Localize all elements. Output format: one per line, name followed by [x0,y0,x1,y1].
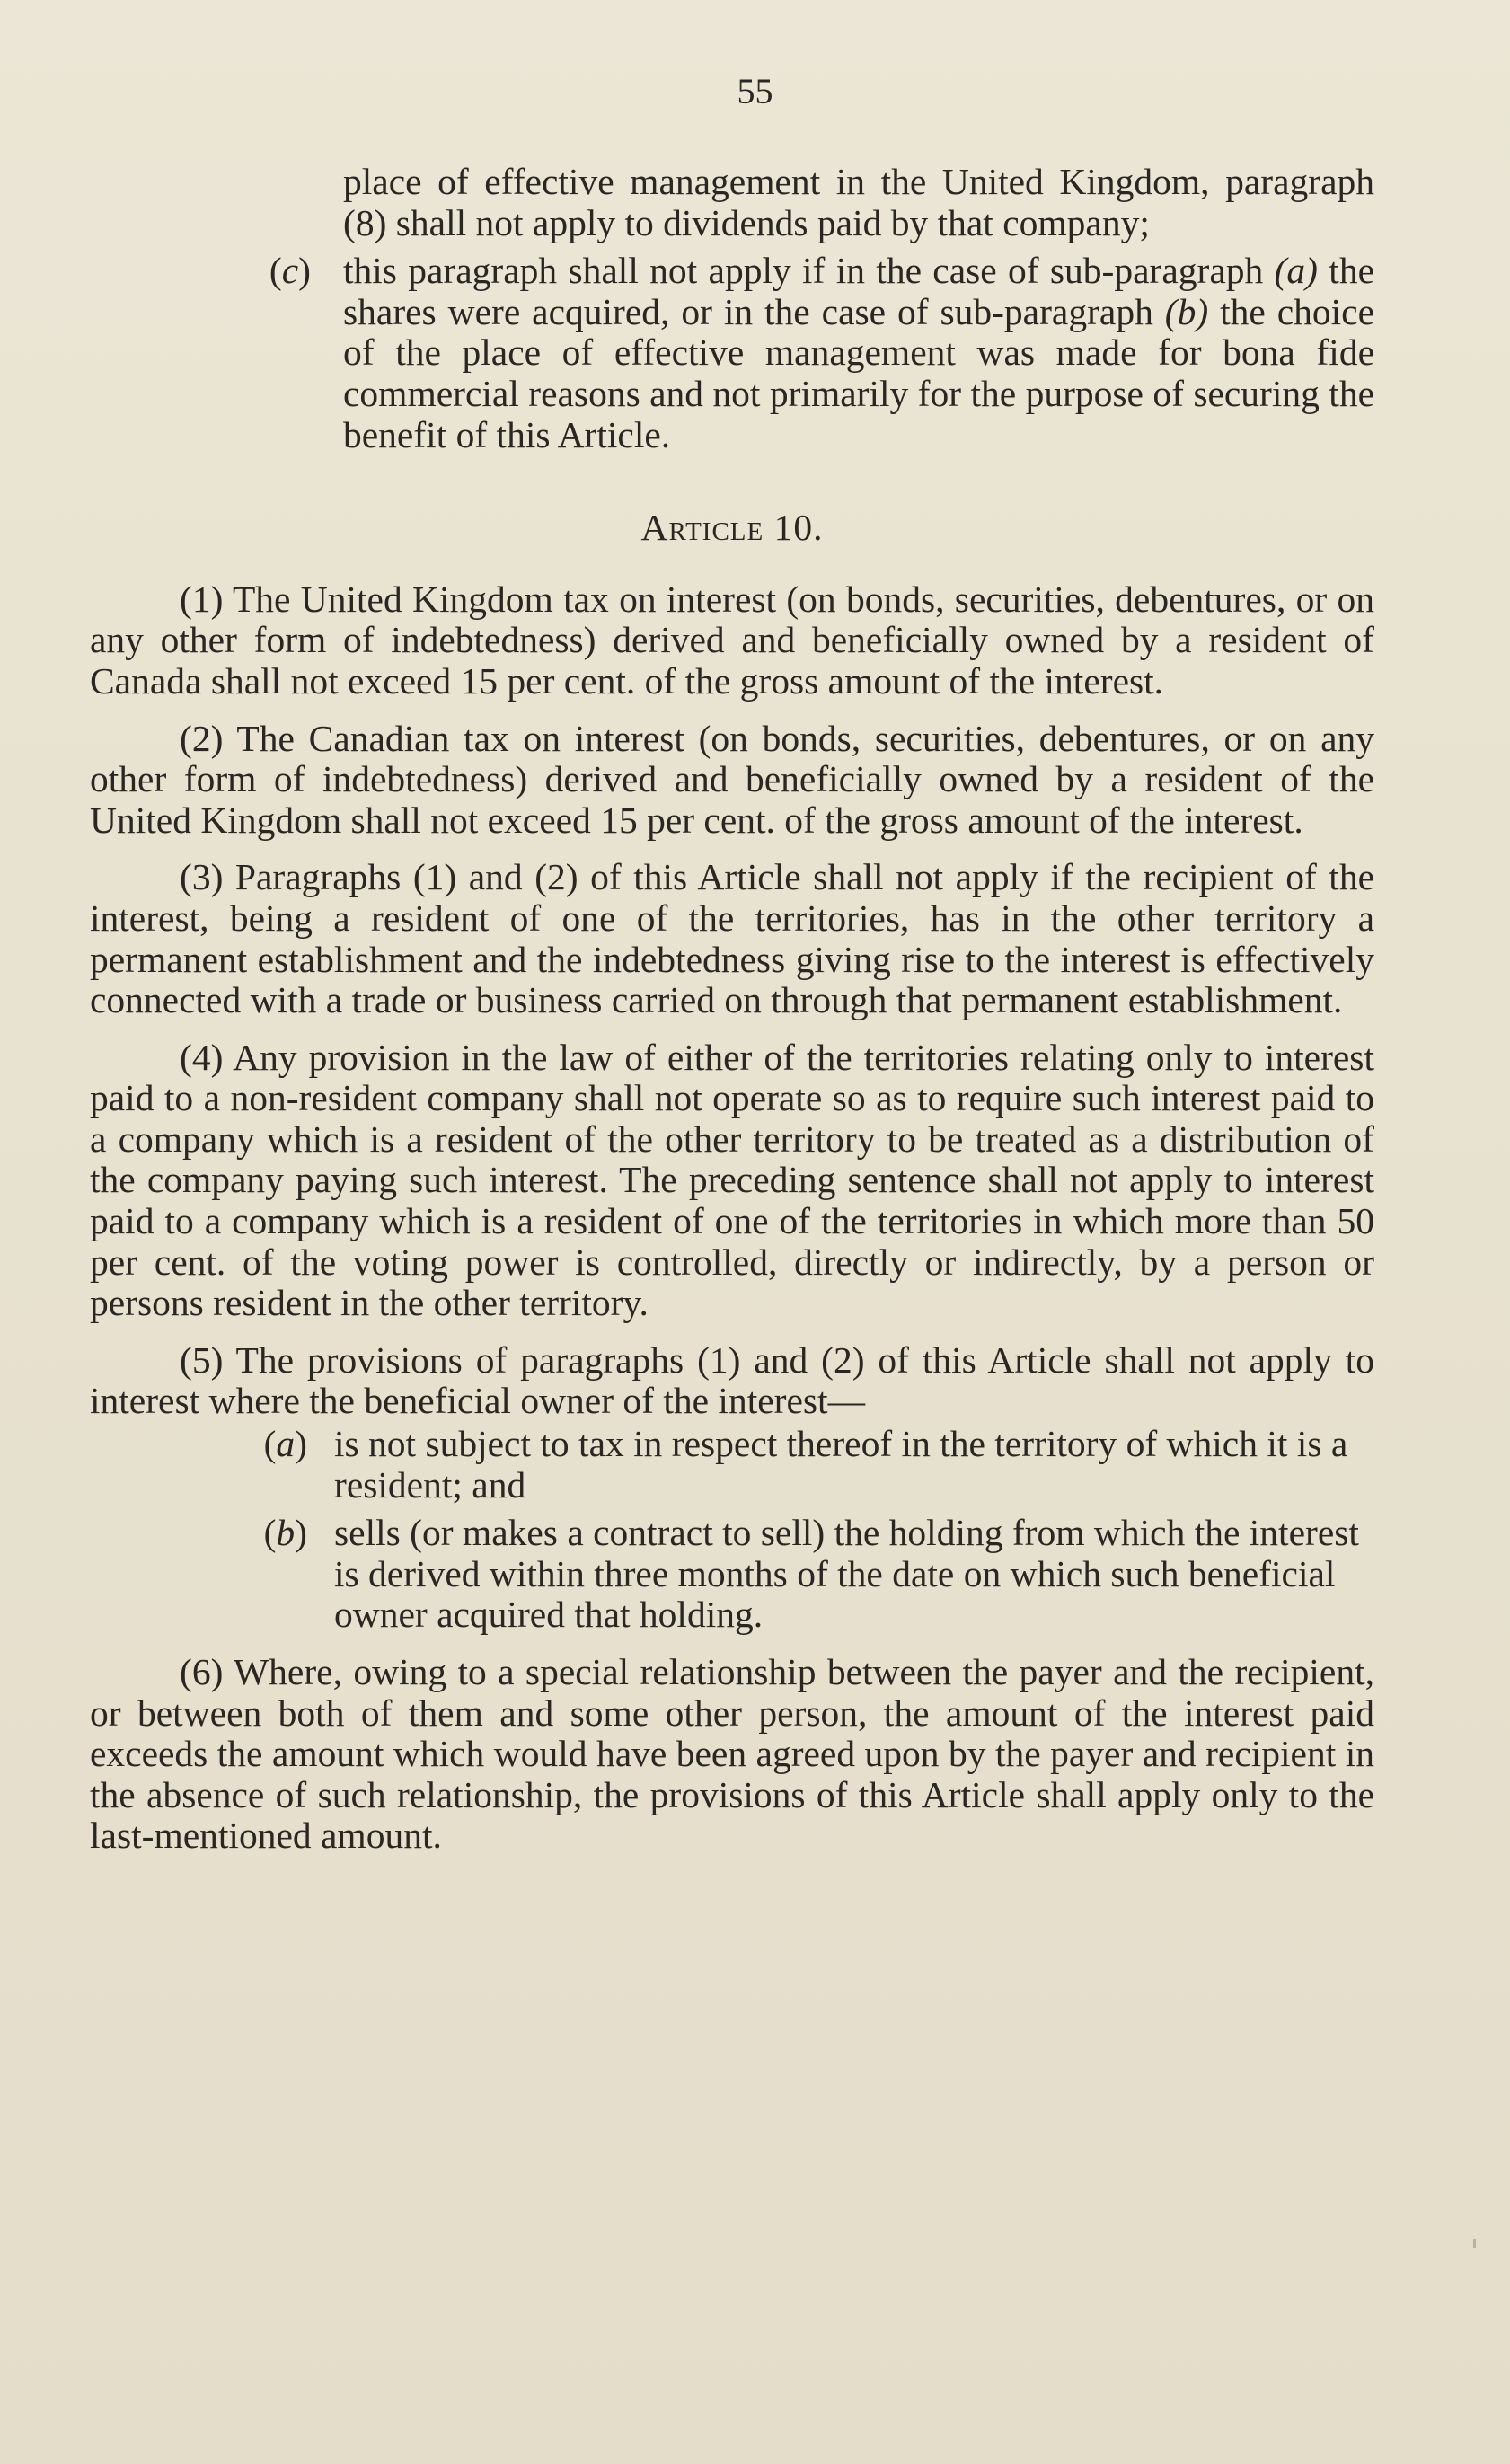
clause-c-label-letter: c [281,250,299,292]
subclause-b-label [90,1513,334,1554]
clause-c-text [343,251,1374,455]
continued-clause-text: place of effective management in the United Kingdom, paragraph (8) shall not apply to dividends paid by that company; [343,161,1374,243]
paragraph-5: (5) The provisions of paragraphs (1) and (2) of this Article shall not apply to interest where the beneficial owner of the interest— [90,1338,1374,1422]
clause-c-text-part-1: this paragraph shall not apply if in the case of sub-paragraph [343,250,1275,292]
subclause-a-label-letter: a [276,1423,296,1465]
paragraph-1: (1) The United Kingdom tax on interest (on bonds, securities, debentures, or on any other form of indebtedness) derived and beneficially owned by a resident of Canada shall not exceed 15 per cent. of the gross amount of the interest. [90,578,1374,702]
subclause-a-text: is not subject to tax in respect thereof in the territory of which it is a resident; and [334,1423,1348,1506]
subclause-a [90,1424,1374,1506]
article-heading [90,508,1374,549]
subclause-b [90,1513,1374,1636]
paper-speck [1473,2239,1476,2248]
clause-c-text-part-3: the choice of the place of effective management was made for bona fide commercial reasons and not primarily for the purpose of securing the benefit of this Article. [343,290,1374,455]
subclause-a-label-open: ( [263,1423,277,1465]
subclause-b-label-open: ( [263,1512,277,1554]
page-number: 55 [737,71,773,111]
subclause-a-label [90,1424,334,1465]
clause-c-label [90,251,343,292]
clause-c-label-close: ) [298,250,311,292]
paragraph-4: (4) Any provision in the law of either of the territories relating only to interest paid to a non-resident company shall not operate so as to require such interest paid to a company which is a resident of the other territory to be treated as a distribution of the company paying such interest. The preceding sentence shall not apply to interest paid to a company which is a resident of one of the territories in which more than 50 per cent. of the voting power is controlled, directly or indirectly, by a person or persons resident in the other territory. [90,1036,1374,1324]
paragraph-3: (3) Paragraphs (1) and (2) of this Article shall not apply if the recipient of the interest, being a resident of one of the territories, has in the other territory a permanent establishment and the indebtedness giving rise to the interest is effectively connected with a trade or business carried on through that permanent establishment. [90,856,1374,1021]
clause-c-ref-a: (a) [1274,250,1318,292]
article-heading-word: Article [640,507,764,549]
clause-c-label-open: ( [269,250,282,292]
clause-c-text-part-2: the shares were acquired, or in the case of sub-paragraph [343,250,1374,332]
subclause-b-label-close: ) [295,1512,307,1554]
paragraph-6: (6) Where, owing to a special relationship between the payer and the recipient, or between both of them and some other person, the amount of the interest paid exceeds the amount which would have been agreed upon by the payer and recipient in the absence of such relationship, the provisions of this Article shall apply only to the last-mentioned amount. [90,1651,1374,1857]
page-body [90,162,1374,1873]
clause-c [90,251,1374,455]
paragraph-5-subclauses [90,1424,1374,1636]
article-heading-number: 10. [764,507,824,549]
subclause-a-label-close: ) [295,1423,307,1465]
paragraph-2: (2) The Canadian tax on interest (on bonds, securities, debentures, or on any other form of indebtedness) derived and beneficially owned by a resident of the United Kingdom shall not exceed 15 per cent. of the gross amount of the interest. [90,717,1374,841]
clause-c-ref-b: (b) [1164,290,1209,332]
subclause-b-text: sells (or makes a contract to sell) the holding from which the interest is derived within three months of the date on which such beneficial owner acquired that holding. [334,1512,1359,1636]
subclause-b-label-letter: b [276,1512,296,1554]
